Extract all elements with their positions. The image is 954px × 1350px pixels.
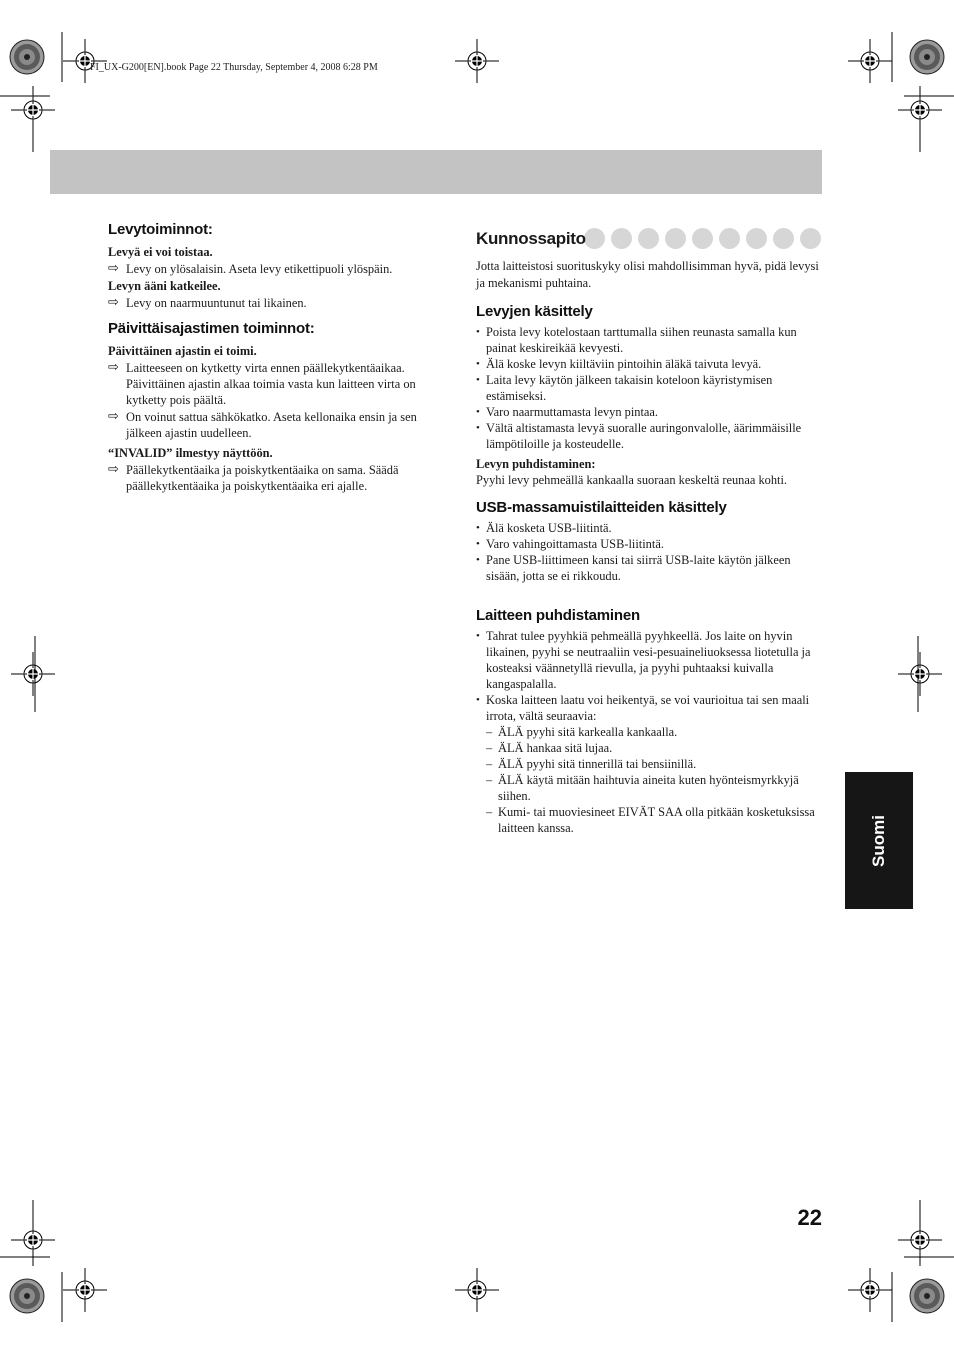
section-title-row <box>476 228 824 250</box>
file-header: FI_UX-G200[EN].book Page 22 Thursday, September 4, 2008 6:28 PM <box>90 62 378 73</box>
left-column <box>108 222 452 495</box>
right-column <box>476 228 824 836</box>
list-item: • Tahrat tulee pyyhkiä pehmeällä pyyhkeellä. Jos laite on hyvin likainen, pyyhi se neutraaliin vesi-pesuaineliuoksessa liotetulla ja kosteaksi väännetyllä rievulla, ja pyyhi puhtaaksi kuivalla kangaspalalla. <box>476 629 811 691</box>
intro-text: Jotta laitteistosi suorituskyky olisi mahdollisimman hyvä, pidä levysi ja mekanismi puhtaina. <box>476 259 819 290</box>
arrow-icon: ⇨ <box>108 409 119 424</box>
list-item: • Älä koske levyn kiiltäviin pintoihin äläkä taivuta levyä. <box>476 357 762 371</box>
list-item: • Laita levy käytön jälkeen takaisin koteloon käyristymisen estämiseksi. <box>476 373 773 403</box>
heading-disc-handling: Levyjen käsittely <box>476 303 593 320</box>
dash-item: – ÄLÄ käytä mitään haihtuvia aineita kuten hyönteismyrkkyjä siihen. <box>486 773 799 803</box>
language-tab <box>845 772 913 909</box>
heading-usb-handling: USB-massamuistilaitteiden käsittely <box>476 499 727 516</box>
list-item: • Koska laitteen laatu voi heikentyä, se voi vaurioitua tai sen maali irrota, vältä seuraavia: <box>476 693 810 723</box>
language-tab-label: Suomi <box>869 814 888 867</box>
heading-unit-cleaning: Laitteen puhdistaminen <box>476 607 640 624</box>
list-item: • Älä kosketa USB-liitintä. <box>476 521 612 535</box>
arrow-icon: ⇨ <box>108 360 119 375</box>
arrow-icon: ⇨ <box>108 261 119 276</box>
title-dots-decoration <box>584 228 821 249</box>
corner-star-mark-bottom-left <box>10 1279 44 1313</box>
list-item: • Vältä altistamasta levyä suoralle auringonvalolle, äärimmäisille lämpötiloille ja kosteudelle. <box>476 421 802 451</box>
problem-title: “INVALID” ilmestyy näyttöön. <box>108 446 273 460</box>
solution-item: ⇨ Levy on ylösalaisin. Aseta levy etikettipuoli ylöspäin. <box>108 261 393 276</box>
arrow-icon: ⇨ <box>108 295 119 310</box>
corner-star-mark-bottom-right <box>910 1279 944 1313</box>
problem-title: Päivittäinen ajastin ei toimi. <box>108 344 257 358</box>
disc-cleaning-text: Pyyhi levy pehmeällä kankaalla suoraan keskeltä reunaa kohti. <box>476 473 788 487</box>
section-heading-disc-operations: Levytoiminnot: <box>108 221 213 238</box>
dash-item: – ÄLÄ hankaa sitä lujaa. <box>486 741 613 755</box>
corner-star-mark-top-right <box>910 40 944 74</box>
solution-item: ⇨ On voinut sattua sähkökatko. Aseta kellonaika ensin ja sen jälkeen ajastin uudelleen. <box>108 409 417 440</box>
disc-cleaning-title: Levyn puhdistaminen: <box>476 457 596 471</box>
solution-item: ⇨ Päällekytkentäaika ja poiskytkentäaika on sama. Säädä päällekytkentäaika ja poiskytkentäaika eri ajalle. <box>108 462 399 493</box>
dash-item: – Kumi- tai muoviesineet EIVÄT SAA olla pitkään kosketuksissa laitteen kanssa. <box>486 805 815 835</box>
list-item: • Varo vahingoittamasta USB-liitintä. <box>476 537 664 551</box>
page-number: 22 <box>797 1205 822 1230</box>
problem-title: Levyä ei voi toistaa. <box>108 245 213 259</box>
list-item: • Pane USB-liittimeen kansi tai siirrä USB-laite käytön jälkeen sisään, jotta se ei rikkoudu. <box>476 553 791 583</box>
problem-title: Levyn ääni katkeilee. <box>108 279 221 293</box>
list-item: • Poista levy kotelostaan tarttumalla siihen reunasta samalla kun painat keskireikää kevyesti. <box>476 325 797 355</box>
page-title: Kunnossapito <box>476 229 586 248</box>
dash-item: – ÄLÄ pyyhi sitä tinnerillä tai bensiinillä. <box>486 757 697 771</box>
corner-star-mark-top-left <box>10 40 44 74</box>
solution-item: ⇨ Levy on naarmuuntunut tai likainen. <box>108 295 307 310</box>
header-band <box>50 150 822 194</box>
solution-item: ⇨ Laitteeseen on kytketty virta ennen päällekytkentäaikaa. Päivittäinen ajastin alkaa toimia vasta kun laitteen virta on kytketty pois päältä. <box>108 360 416 407</box>
dash-item: – ÄLÄ pyyhi sitä karkealla kankaalla. <box>486 725 678 739</box>
arrow-icon: ⇨ <box>108 462 119 477</box>
section-heading-daily-timer: Päivittäisajastimen toiminnot: <box>108 320 315 337</box>
list-item: • Varo naarmuttamasta levyn pintaa. <box>476 405 659 419</box>
